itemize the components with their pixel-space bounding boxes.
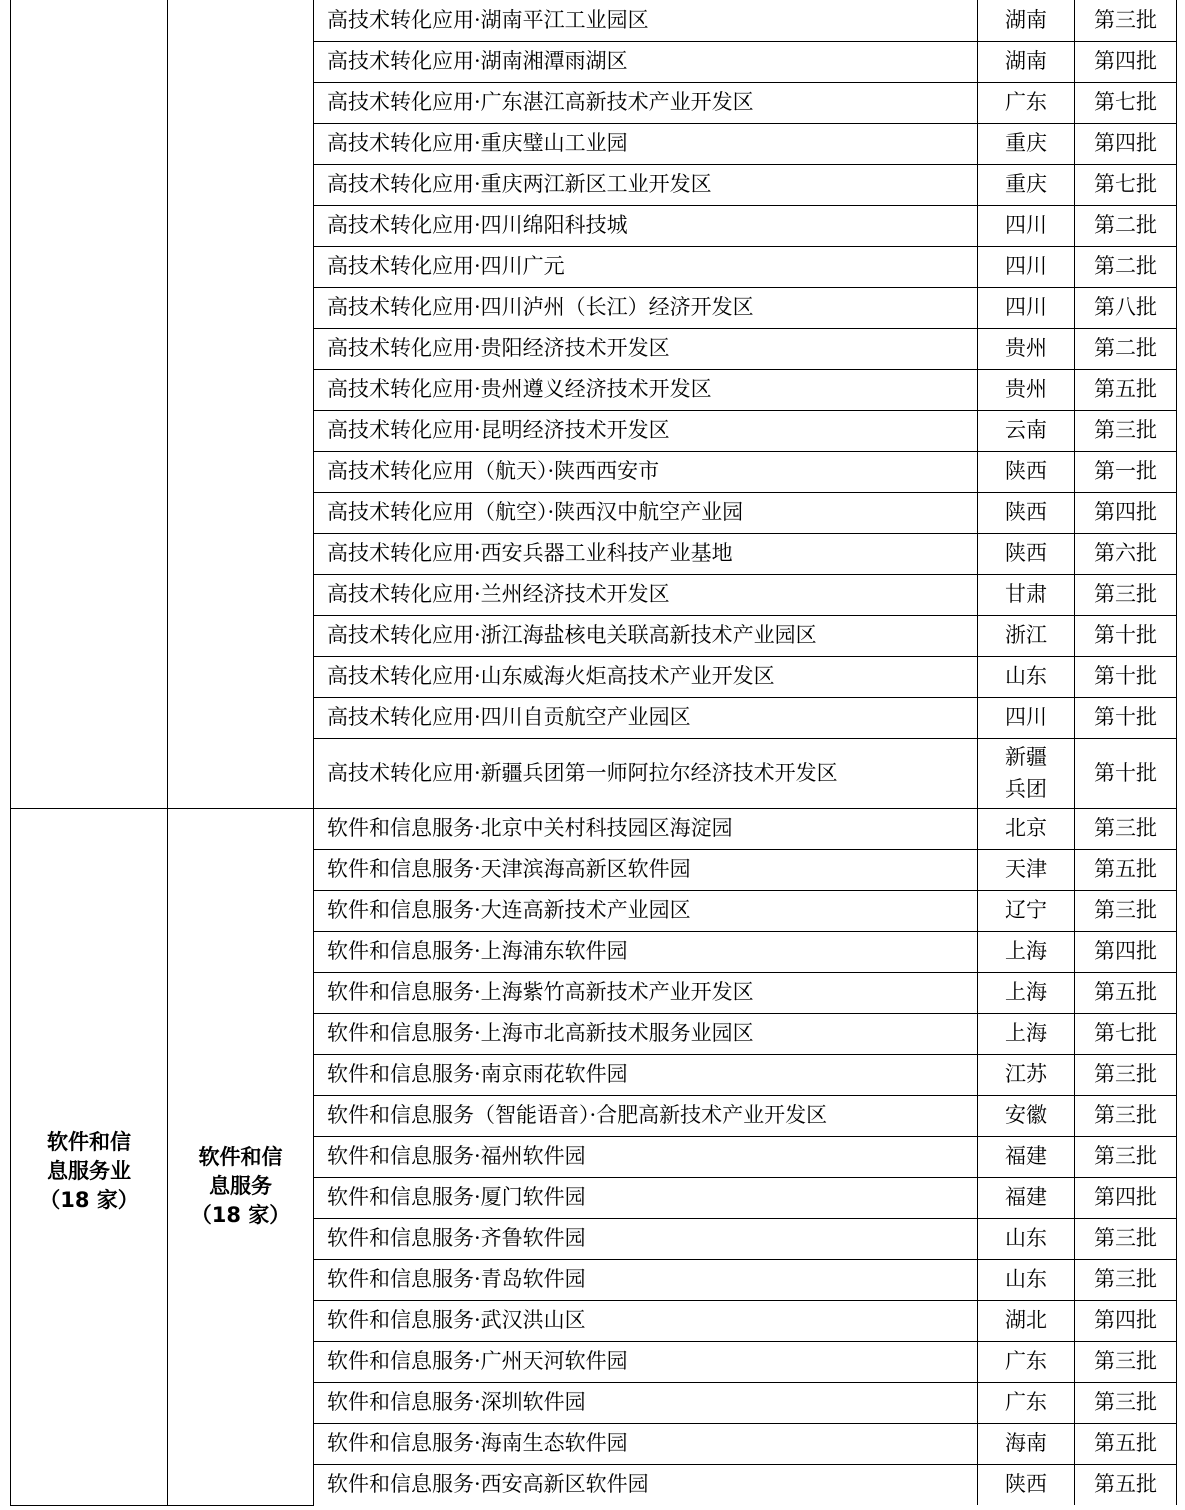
province: 重庆 <box>978 164 1075 205</box>
park-name: 软件和信息服务·西安高新区软件园 <box>314 1464 978 1505</box>
category-cell-software <box>11 808 168 1505</box>
province: 福建 <box>978 1177 1075 1218</box>
province: 陕西 <box>978 533 1075 574</box>
subcategory-cell-hightech <box>168 0 314 808</box>
category-line: 息服务业 <box>47 1159 131 1183</box>
batch: 第十批 <box>1075 697 1177 738</box>
province: 天津 <box>978 849 1075 890</box>
province: 广东 <box>978 1341 1075 1382</box>
batch: 第三批 <box>1075 0 1177 41</box>
subcategory-cell-software <box>168 808 314 1505</box>
batch: 第一批 <box>1075 451 1177 492</box>
province: 云南 <box>978 410 1075 451</box>
batch: 第二批 <box>1075 246 1177 287</box>
batch: 第五批 <box>1075 1423 1177 1464</box>
batch: 第三批 <box>1075 574 1177 615</box>
park-name: 软件和信息服务·南京雨花软件园 <box>314 1054 978 1095</box>
province-line: 兵团 <box>1005 777 1047 801</box>
province: 广东 <box>978 82 1075 123</box>
province: 陕西 <box>978 1464 1075 1505</box>
province: 甘肃 <box>978 574 1075 615</box>
subcategory-line: 息服务 <box>209 1174 272 1198</box>
province: 湖北 <box>978 1300 1075 1341</box>
park-name: 高技术转化应用·新疆兵团第一师阿拉尔经济技术开发区 <box>314 738 978 808</box>
batch: 第七批 <box>1075 82 1177 123</box>
batch: 第三批 <box>1075 1341 1177 1382</box>
batch: 第三批 <box>1075 1054 1177 1095</box>
batch: 第十批 <box>1075 615 1177 656</box>
batch: 第四批 <box>1075 123 1177 164</box>
province: 贵州 <box>978 328 1075 369</box>
park-name: 软件和信息服务·大连高新技术产业园区 <box>314 890 978 931</box>
park-name: 高技术转化应用·湖南湘潭雨湖区 <box>314 41 978 82</box>
batch: 第五批 <box>1075 369 1177 410</box>
park-name: 高技术转化应用·浙江海盐核电关联高新技术产业园区 <box>314 615 978 656</box>
park-name: 软件和信息服务·深圳软件园 <box>314 1382 978 1423</box>
park-name: 软件和信息服务·上海紫竹高新技术产业开发区 <box>314 972 978 1013</box>
batch: 第三批 <box>1075 410 1177 451</box>
batch: 第三批 <box>1075 1095 1177 1136</box>
park-name: 高技术转化应用·四川绵阳科技城 <box>314 205 978 246</box>
park-name: 软件和信息服务·厦门软件园 <box>314 1177 978 1218</box>
batch: 第三批 <box>1075 808 1177 849</box>
batch: 第四批 <box>1075 41 1177 82</box>
table-row <box>11 0 1177 41</box>
province: 重庆 <box>978 123 1075 164</box>
batch: 第五批 <box>1075 972 1177 1013</box>
park-name: 软件和信息服务（智能语音）·合肥高新技术产业开发区 <box>314 1095 978 1136</box>
park-name: 软件和信息服务·齐鲁软件园 <box>314 1218 978 1259</box>
batch: 第二批 <box>1075 205 1177 246</box>
province: 贵州 <box>978 369 1075 410</box>
park-name: 软件和信息服务·武汉洪山区 <box>314 1300 978 1341</box>
batch: 第三批 <box>1075 1218 1177 1259</box>
category-line: （18 家） <box>39 1188 139 1212</box>
park-name: 软件和信息服务·海南生态软件园 <box>314 1423 978 1464</box>
category-cell-hightech <box>11 0 168 808</box>
province: 北京 <box>978 808 1075 849</box>
batch: 第三批 <box>1075 1259 1177 1300</box>
batch: 第十批 <box>1075 738 1177 808</box>
batch: 第四批 <box>1075 1300 1177 1341</box>
province: 江苏 <box>978 1054 1075 1095</box>
province: 浙江 <box>978 615 1075 656</box>
park-name: 高技术转化应用·贵阳经济技术开发区 <box>314 328 978 369</box>
province: 广东 <box>978 1382 1075 1423</box>
province: 山东 <box>978 1259 1075 1300</box>
batch: 第八批 <box>1075 287 1177 328</box>
province: 辽宁 <box>978 890 1075 931</box>
park-name: 软件和信息服务·上海市北高新技术服务业园区 <box>314 1013 978 1054</box>
park-name: 高技术转化应用·西安兵器工业科技产业基地 <box>314 533 978 574</box>
province: 四川 <box>978 697 1075 738</box>
park-name: 软件和信息服务·福州软件园 <box>314 1136 978 1177</box>
park-name: 软件和信息服务·上海浦东软件园 <box>314 931 978 972</box>
province: 湖南 <box>978 0 1075 41</box>
batch: 第二批 <box>1075 328 1177 369</box>
park-name: 高技术转化应用·贵州遵义经济技术开发区 <box>314 369 978 410</box>
park-name: 高技术转化应用·山东威海火炬高技术产业开发区 <box>314 656 978 697</box>
batch: 第五批 <box>1075 1464 1177 1505</box>
batch: 第十批 <box>1075 656 1177 697</box>
batch: 第六批 <box>1075 533 1177 574</box>
province: 上海 <box>978 1013 1075 1054</box>
table-row <box>11 808 1177 849</box>
park-name: 高技术转化应用（航天）·陕西西安市 <box>314 451 978 492</box>
province: 山东 <box>978 1218 1075 1259</box>
category-line: 软件和信 <box>47 1130 131 1154</box>
province: 福建 <box>978 1136 1075 1177</box>
subcategory-line: （18 家） <box>190 1203 291 1227</box>
province: 四川 <box>978 246 1075 287</box>
subcategory-line: 软件和信 <box>198 1145 283 1169</box>
park-name: 高技术转化应用·兰州经济技术开发区 <box>314 574 978 615</box>
park-name: 高技术转化应用·重庆两江新区工业开发区 <box>314 164 978 205</box>
province: 湖南 <box>978 41 1075 82</box>
province <box>978 738 1075 808</box>
province: 陕西 <box>978 492 1075 533</box>
parks-table <box>10 0 1177 1506</box>
batch: 第七批 <box>1075 1013 1177 1054</box>
park-name: 高技术转化应用·四川广元 <box>314 246 978 287</box>
batch: 第四批 <box>1075 492 1177 533</box>
park-name: 软件和信息服务·天津滨海高新区软件园 <box>314 849 978 890</box>
park-name: 软件和信息服务·北京中关村科技园区海淀园 <box>314 808 978 849</box>
province: 山东 <box>978 656 1075 697</box>
batch: 第三批 <box>1075 1382 1177 1423</box>
park-name: 高技术转化应用·湖南平江工业园区 <box>314 0 978 41</box>
province: 上海 <box>978 972 1075 1013</box>
province: 四川 <box>978 205 1075 246</box>
batch: 第七批 <box>1075 164 1177 205</box>
park-name: 高技术转化应用·广东湛江高新技术产业开发区 <box>314 82 978 123</box>
batch: 第四批 <box>1075 1177 1177 1218</box>
province: 安徽 <box>978 1095 1075 1136</box>
park-name: 高技术转化应用（航空）·陕西汉中航空产业园 <box>314 492 978 533</box>
batch: 第三批 <box>1075 1136 1177 1177</box>
province: 海南 <box>978 1423 1075 1464</box>
park-name: 高技术转化应用·昆明经济技术开发区 <box>314 410 978 451</box>
province: 四川 <box>978 287 1075 328</box>
province-line: 新疆 <box>1005 745 1047 769</box>
batch: 第三批 <box>1075 890 1177 931</box>
province: 上海 <box>978 931 1075 972</box>
park-name: 高技术转化应用·四川自贡航空产业园区 <box>314 697 978 738</box>
province: 陕西 <box>978 451 1075 492</box>
park-name: 软件和信息服务·广州天河软件园 <box>314 1341 978 1382</box>
park-name: 高技术转化应用·四川泸州（长江）经济开发区 <box>314 287 978 328</box>
batch: 第四批 <box>1075 931 1177 972</box>
park-name: 高技术转化应用·重庆璧山工业园 <box>314 123 978 164</box>
batch: 第五批 <box>1075 849 1177 890</box>
park-name: 软件和信息服务·青岛软件园 <box>314 1259 978 1300</box>
